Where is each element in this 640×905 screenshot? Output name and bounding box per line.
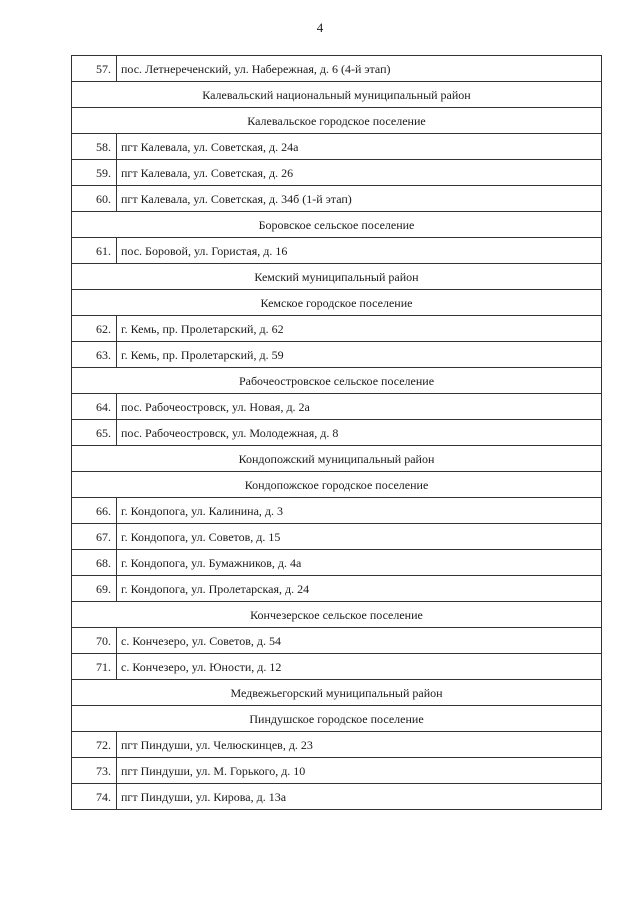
- row-address: пгт Калевала, ул. Советская, д. 26: [117, 160, 602, 186]
- table-row: [72, 654, 602, 680]
- section-title: Кондопожское городское поселение: [72, 472, 602, 498]
- section-title: Медвежьегорский муниципальный район: [72, 680, 602, 706]
- table-row: [72, 784, 602, 810]
- row-number: 74.: [72, 784, 117, 810]
- row-address: г. Кондопога, ул. Калинина, д. 3: [117, 498, 602, 524]
- row-number: 63.: [72, 342, 117, 368]
- row-number: 57.: [72, 56, 117, 82]
- row-address: г. Кемь, пр. Пролетарский, д. 62: [117, 316, 602, 342]
- section-title: Пиндушское городское поселение: [72, 706, 602, 732]
- row-address: пгт Пиндуши, ул. М. Горького, д. 10: [117, 758, 602, 784]
- section-row: [72, 446, 602, 472]
- section-row: [72, 472, 602, 498]
- section-row: [72, 82, 602, 108]
- row-address: г. Кемь, пр. Пролетарский, д. 59: [117, 342, 602, 368]
- row-number: 73.: [72, 758, 117, 784]
- table-row: [72, 550, 602, 576]
- table-row: [72, 420, 602, 446]
- section-row: [72, 108, 602, 134]
- row-address: пгт Калевала, ул. Советская, д. 24а: [117, 134, 602, 160]
- row-number: 72.: [72, 732, 117, 758]
- section-title: Калевальский национальный муниципальный район: [72, 82, 602, 108]
- section-title: Кондопожский муниципальный район: [72, 446, 602, 472]
- row-number: 61.: [72, 238, 117, 264]
- row-number: 70.: [72, 628, 117, 654]
- table-row: [72, 160, 602, 186]
- row-address: г. Кондопога, ул. Советов, д. 15: [117, 524, 602, 550]
- section-title: Рабочеостровское сельское поселение: [72, 368, 602, 394]
- table-row: [72, 732, 602, 758]
- row-number: 69.: [72, 576, 117, 602]
- row-address: пгт Пиндуши, ул. Кирова, д. 13а: [117, 784, 602, 810]
- table-row: [72, 134, 602, 160]
- table-row: [72, 498, 602, 524]
- row-address: пос. Боровой, ул. Гористая, д. 16: [117, 238, 602, 264]
- row-number: 58.: [72, 134, 117, 160]
- section-title: Боровское сельское поселение: [72, 212, 602, 238]
- table-row: [72, 186, 602, 212]
- table-row: [72, 342, 602, 368]
- address-table: [71, 55, 602, 810]
- section-row: [72, 602, 602, 628]
- section-title: Кемское городское поселение: [72, 290, 602, 316]
- row-number: 71.: [72, 654, 117, 680]
- row-address: пгт Калевала, ул. Советская, д. 34б (1-й этап): [117, 186, 602, 212]
- row-number: 67.: [72, 524, 117, 550]
- address-table-body: [72, 56, 602, 810]
- row-address: с. Кончезеро, ул. Советов, д. 54: [117, 628, 602, 654]
- row-number: 64.: [72, 394, 117, 420]
- row-number: 65.: [72, 420, 117, 446]
- row-number: 68.: [72, 550, 117, 576]
- page-number: 4: [316, 20, 324, 35]
- section-row: [72, 264, 602, 290]
- row-address: г. Кондопога, ул. Бумажников, д. 4а: [117, 550, 602, 576]
- row-address: пос. Рабочеостровск, ул. Новая, д. 2а: [117, 394, 602, 420]
- table-row: [72, 238, 602, 264]
- table-row: [72, 524, 602, 550]
- section-title: Калевальское городское поселение: [72, 108, 602, 134]
- row-address: пгт Пиндуши, ул. Челюскинцев, д. 23: [117, 732, 602, 758]
- section-title: Кончезерское сельское поселение: [72, 602, 602, 628]
- section-row: [72, 680, 602, 706]
- section-row: [72, 290, 602, 316]
- row-address: пос. Рабочеостровск, ул. Молодежная, д. 8: [117, 420, 602, 446]
- row-number: 62.: [72, 316, 117, 342]
- table-row: [72, 394, 602, 420]
- table-row: [72, 758, 602, 784]
- section-row: [72, 212, 602, 238]
- table-row: [72, 56, 602, 82]
- section-title: Кемский муниципальный район: [72, 264, 602, 290]
- row-number: 66.: [72, 498, 117, 524]
- row-number: 60.: [72, 186, 117, 212]
- section-row: [72, 706, 602, 732]
- row-number: 59.: [72, 160, 117, 186]
- table-row: [72, 576, 602, 602]
- row-address: с. Кончезеро, ул. Юности, д. 12: [117, 654, 602, 680]
- section-row: [72, 368, 602, 394]
- table-row: [72, 316, 602, 342]
- row-address: г. Кондопога, ул. Пролетарская, д. 24: [117, 576, 602, 602]
- row-address: пос. Летнереченский, ул. Набережная, д. 6 (4-й этап): [117, 56, 602, 82]
- table-row: [72, 628, 602, 654]
